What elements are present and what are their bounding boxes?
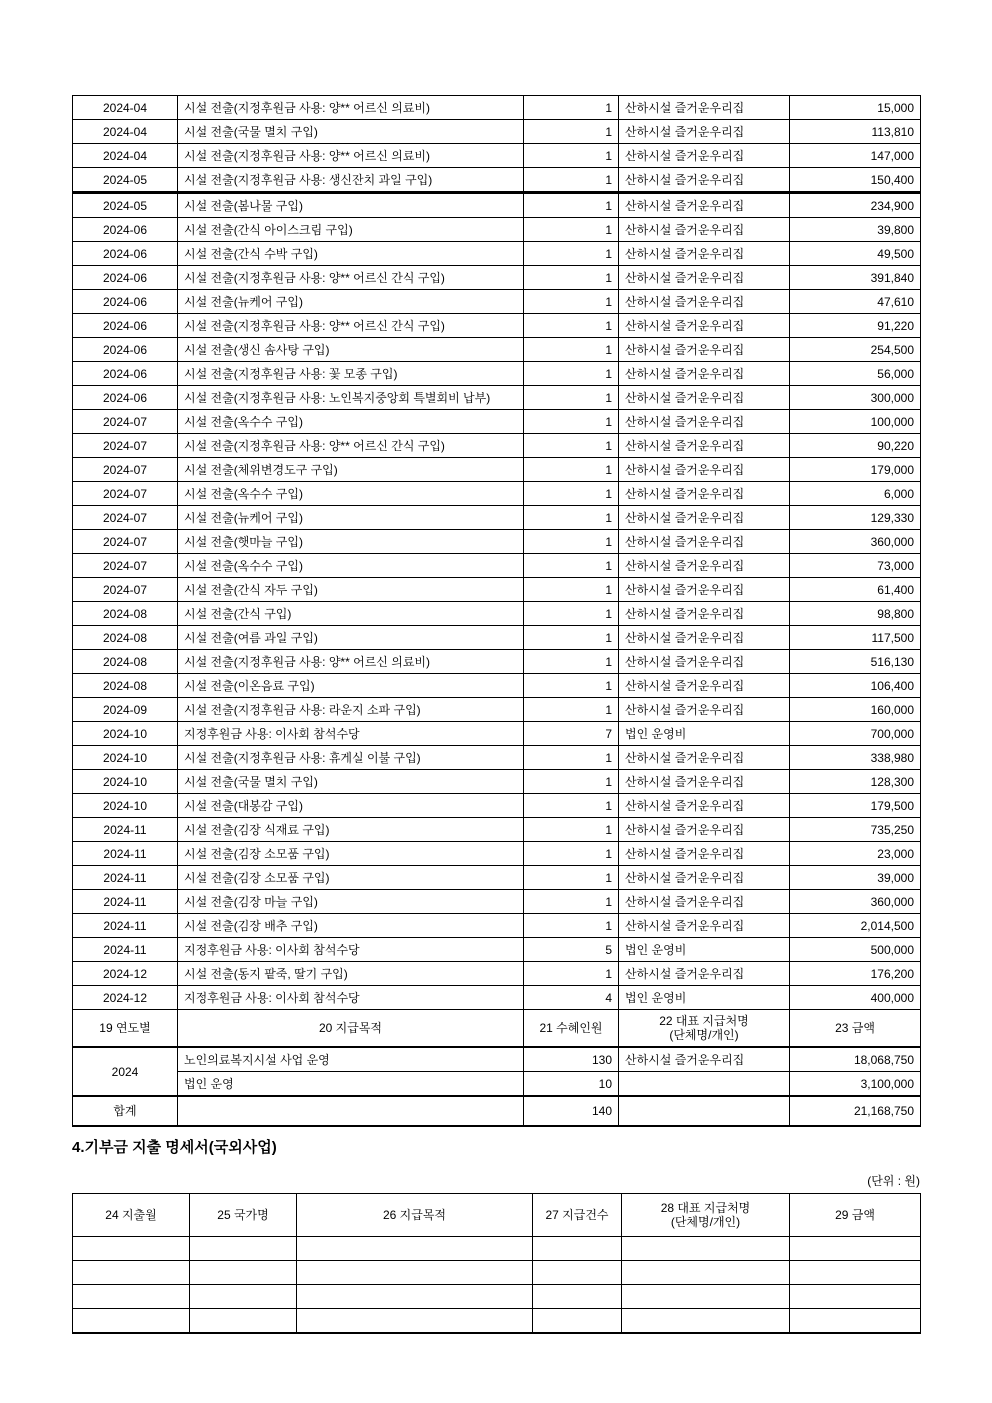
summary-section [73, 1010, 921, 1127]
expense-purpose: 시설 전출(김장 소모품 구입) [178, 866, 524, 890]
expense-row [73, 314, 921, 338]
expense-purpose: 시설 전출(이온음료 구입) [178, 674, 524, 698]
expense-amount: 147,000 [790, 144, 921, 168]
expense-payee: 산하시설 즐거운우리집 [619, 242, 790, 266]
expense-row [73, 650, 921, 674]
expense-payee: 산하시설 즐거운우리집 [619, 914, 790, 938]
foreign-empty-cell [622, 1285, 790, 1309]
expense-month: 2024-10 [73, 794, 178, 818]
expense-amount: 500,000 [790, 938, 921, 962]
expense-row [73, 266, 921, 290]
expense-payee: 산하시설 즐거운우리집 [619, 794, 790, 818]
expense-amount: 100,000 [790, 410, 921, 434]
expense-count: 1 [524, 120, 619, 144]
expense-row [73, 218, 921, 242]
expense-payee: 산하시설 즐거운우리집 [619, 962, 790, 986]
expense-payee: 산하시설 즐거운우리집 [619, 290, 790, 314]
unit-note: (단위 : 원) [867, 1174, 920, 1188]
expense-purpose: 시설 전출(대봉감 구입) [178, 794, 524, 818]
expense-month: 2024-11 [73, 842, 178, 866]
header-purpose: 26 지급목적 [297, 1194, 533, 1237]
expense-count: 1 [524, 434, 619, 458]
expense-row [73, 842, 921, 866]
expense-month: 2024-04 [73, 144, 178, 168]
expense-month: 2024-07 [73, 578, 178, 602]
expense-amount: 150,400 [790, 168, 921, 193]
expense-purpose: 시설 전출(김장 소모품 구입) [178, 842, 524, 866]
expense-row [73, 482, 921, 506]
expense-row [73, 458, 921, 482]
expense-count: 1 [524, 410, 619, 434]
header-payee-line1: 22 대표 지급처명 [659, 1014, 749, 1028]
expense-count: 1 [524, 578, 619, 602]
expense-amount: 360,000 [790, 530, 921, 554]
expense-amount: 39,800 [790, 218, 921, 242]
expense-row [73, 578, 921, 602]
expense-payee: 산하시설 즐거운우리집 [619, 410, 790, 434]
expense-purpose: 지정후원금 사용: 이사회 참석수당 [178, 986, 524, 1010]
expense-purpose: 시설 전출(김장 배추 구입) [178, 914, 524, 938]
expense-purpose: 시설 전출(간식 구입) [178, 602, 524, 626]
expense-payee: 산하시설 즐거운우리집 [619, 842, 790, 866]
expense-payee: 산하시설 즐거운우리집 [619, 218, 790, 242]
expense-month: 2024-11 [73, 818, 178, 842]
expense-row [73, 290, 921, 314]
expense-month: 2024-08 [73, 674, 178, 698]
foreign-empty-cell [297, 1237, 533, 1261]
expense-purpose: 시설 전출(뉴케어 구입) [178, 290, 524, 314]
expense-payee: 법인 운영비 [619, 938, 790, 962]
expense-payee: 산하시설 즐거운우리집 [619, 144, 790, 168]
summary-count: 10 [524, 1072, 619, 1097]
expense-amount: 91,220 [790, 314, 921, 338]
expense-count: 1 [524, 818, 619, 842]
expense-amount: 360,000 [790, 890, 921, 914]
expense-row [73, 626, 921, 650]
total-amount: 21,168,750 [790, 1096, 921, 1126]
summary-header-row [73, 1010, 921, 1048]
document-page [72, 95, 920, 1334]
expense-payee: 법인 운영비 [619, 722, 790, 746]
foreign-empty-cell [190, 1285, 297, 1309]
expense-row [73, 362, 921, 386]
expense-amount: 106,400 [790, 674, 921, 698]
expense-amount: 735,250 [790, 818, 921, 842]
expense-payee: 산하시설 즐거운우리집 [619, 193, 790, 218]
foreign-empty-cell [790, 1237, 921, 1261]
expense-purpose: 시설 전출(지정후원금 사용: 양** 어르신 의료비) [178, 144, 524, 168]
expense-month: 2024-11 [73, 866, 178, 890]
expense-amount: 117,500 [790, 626, 921, 650]
foreign-empty-row [73, 1309, 921, 1334]
expense-count: 1 [524, 698, 619, 722]
expense-row [73, 722, 921, 746]
expense-count: 5 [524, 938, 619, 962]
expense-count: 1 [524, 144, 619, 168]
foreign-empty-cell [533, 1309, 622, 1334]
foreign-empty-cell [790, 1261, 921, 1285]
expense-row [73, 386, 921, 410]
expense-amount: 113,810 [790, 120, 921, 144]
expense-amount: 73,000 [790, 554, 921, 578]
expense-month: 2024-08 [73, 602, 178, 626]
expense-count: 1 [524, 314, 619, 338]
expense-row [73, 242, 921, 266]
header-payee [622, 1194, 790, 1237]
expense-month: 2024-10 [73, 746, 178, 770]
expense-amount: 15,000 [790, 96, 921, 120]
total-label: 합계 [73, 1096, 178, 1126]
expense-row [73, 746, 921, 770]
expense-month: 2024-11 [73, 938, 178, 962]
expense-amount: 254,500 [790, 338, 921, 362]
expense-count: 1 [524, 218, 619, 242]
expense-purpose: 지정후원금 사용: 이사회 참석수당 [178, 938, 524, 962]
expense-count: 1 [524, 506, 619, 530]
foreign-empty-row [73, 1261, 921, 1285]
expense-amount: 6,000 [790, 482, 921, 506]
expense-payee: 산하시설 즐거운우리집 [619, 506, 790, 530]
expense-purpose: 시설 전출(체위변경도구 구입) [178, 458, 524, 482]
expense-amount: 2,014,500 [790, 914, 921, 938]
expense-payee: 산하시설 즐거운우리집 [619, 314, 790, 338]
expense-amount: 160,000 [790, 698, 921, 722]
expense-month: 2024-06 [73, 242, 178, 266]
expense-purpose: 시설 전출(동지 팥죽, 딸기 구입) [178, 962, 524, 986]
expense-row [73, 698, 921, 722]
expense-amount: 400,000 [790, 986, 921, 1010]
expense-count: 1 [524, 962, 619, 986]
expense-month: 2024-07 [73, 530, 178, 554]
expense-payee: 법인 운영비 [619, 986, 790, 1010]
summary-row [73, 1072, 921, 1097]
expense-count: 1 [524, 96, 619, 120]
expense-payee: 산하시설 즐거운우리집 [619, 96, 790, 120]
expense-amount: 23,000 [790, 842, 921, 866]
expense-purpose: 시설 전출(햇마늘 구입) [178, 530, 524, 554]
expense-purpose: 시설 전출(간식 수박 구입) [178, 242, 524, 266]
expense-month: 2024-10 [73, 770, 178, 794]
expense-month: 2024-06 [73, 338, 178, 362]
expense-payee: 산하시설 즐거운우리집 [619, 650, 790, 674]
expense-purpose: 시설 전출(지정후원금 사용: 양** 어르신 의료비) [178, 96, 524, 120]
expense-payee: 산하시설 즐거운우리집 [619, 458, 790, 482]
foreign-empty-cell [622, 1309, 790, 1334]
expense-month: 2024-07 [73, 434, 178, 458]
expense-row [73, 890, 921, 914]
expense-row [73, 168, 921, 193]
expense-purpose: 시설 전출(뉴케어 구입) [178, 506, 524, 530]
summary-count: 130 [524, 1047, 619, 1072]
expense-count: 1 [524, 242, 619, 266]
total-payee-empty [619, 1096, 790, 1126]
summary-amount: 3,100,000 [790, 1072, 921, 1097]
expense-month: 2024-08 [73, 650, 178, 674]
expense-amount: 61,400 [790, 578, 921, 602]
expense-payee: 산하시설 즐거운우리집 [619, 434, 790, 458]
expense-amount: 391,840 [790, 266, 921, 290]
expense-count: 1 [524, 770, 619, 794]
expense-amount: 179,500 [790, 794, 921, 818]
expense-count: 1 [524, 794, 619, 818]
expense-amount: 39,000 [790, 866, 921, 890]
expense-amount: 90,220 [790, 434, 921, 458]
expense-amount: 179,000 [790, 458, 921, 482]
expense-purpose: 시설 전출(간식 아이스크림 구입) [178, 218, 524, 242]
expense-row [73, 794, 921, 818]
header-payee-line2: (단체명/개인) [669, 1028, 739, 1042]
expense-month: 2024-11 [73, 890, 178, 914]
foreign-empty-row [73, 1285, 921, 1309]
expense-purpose: 시설 전출(지정후원금 사용: 양** 어르신 간식 구입) [178, 434, 524, 458]
expense-payee: 산하시설 즐거운우리집 [619, 626, 790, 650]
expense-payee: 산하시설 즐거운우리집 [619, 866, 790, 890]
header-beneficiaries: 21 수혜인원 [524, 1010, 619, 1048]
expense-row [73, 338, 921, 362]
expense-purpose: 시설 전출(국물 멸치 구입) [178, 120, 524, 144]
expense-row [73, 602, 921, 626]
expense-amount: 49,500 [790, 242, 921, 266]
expense-row [73, 962, 921, 986]
expense-payee: 산하시설 즐거운우리집 [619, 698, 790, 722]
expense-month: 2024-07 [73, 506, 178, 530]
expense-count: 1 [524, 458, 619, 482]
expense-payee: 산하시설 즐거운우리집 [619, 530, 790, 554]
expense-count: 1 [524, 168, 619, 193]
expense-payee: 산하시설 즐거운우리집 [619, 602, 790, 626]
expense-amount: 98,800 [790, 602, 921, 626]
expense-purpose: 시설 전출(옥수수 구입) [178, 482, 524, 506]
expense-month: 2024-10 [73, 722, 178, 746]
expense-month: 2024-08 [73, 626, 178, 650]
summary-amount: 18,068,750 [790, 1047, 921, 1072]
expense-month: 2024-05 [73, 193, 178, 218]
expense-month: 2024-07 [73, 482, 178, 506]
donation-expense-table [72, 95, 921, 1127]
expense-row [73, 674, 921, 698]
expense-purpose: 지정후원금 사용: 이사회 참석수당 [178, 722, 524, 746]
header-expense-month: 24 지출월 [73, 1194, 190, 1237]
expense-count: 1 [524, 290, 619, 314]
expense-month: 2024-06 [73, 386, 178, 410]
expense-month: 2024-06 [73, 362, 178, 386]
expense-count: 1 [524, 482, 619, 506]
foreign-empty-cell [533, 1237, 622, 1261]
expense-purpose: 시설 전출(김장 식재료 구입) [178, 818, 524, 842]
expense-payee: 산하시설 즐거운우리집 [619, 120, 790, 144]
foreign-empty-cell [297, 1309, 533, 1334]
expense-month: 2024-07 [73, 410, 178, 434]
expense-month: 2024-06 [73, 314, 178, 338]
total-purpose-empty [178, 1096, 524, 1126]
expense-row [73, 96, 921, 120]
header-payee-line1: 28 대표 지급처명 [660, 1201, 751, 1215]
header-purpose: 20 지급목적 [178, 1010, 524, 1048]
foreign-empty-cell [790, 1285, 921, 1309]
expense-purpose: 시설 전출(옥수수 구입) [178, 410, 524, 434]
header-country: 25 국가명 [190, 1194, 297, 1237]
expense-row [73, 193, 921, 218]
expense-purpose: 시설 전출(지정후원금 사용: 휴게실 이불 구입) [178, 746, 524, 770]
expense-count: 4 [524, 986, 619, 1010]
expense-month: 2024-07 [73, 458, 178, 482]
expense-count: 7 [524, 722, 619, 746]
expense-payee: 산하시설 즐거운우리집 [619, 362, 790, 386]
expense-amount: 176,200 [790, 962, 921, 986]
expense-month: 2024-09 [73, 698, 178, 722]
expense-count: 1 [524, 746, 619, 770]
expense-amount: 47,610 [790, 290, 921, 314]
expense-month: 2024-04 [73, 120, 178, 144]
expense-purpose: 시설 전출(지정후원금 사용: 양** 어르신 의료비) [178, 650, 524, 674]
expense-payee: 산하시설 즐거운우리집 [619, 168, 790, 193]
summary-purpose: 노인의료복지시설 사업 운영 [178, 1047, 524, 1072]
expense-count: 1 [524, 338, 619, 362]
expense-amount: 129,330 [790, 506, 921, 530]
expense-row [73, 938, 921, 962]
expense-purpose: 시설 전출(국물 멸치 구입) [178, 770, 524, 794]
foreign-empty-cell [622, 1237, 790, 1261]
summary-row [73, 1047, 921, 1072]
expense-count: 1 [524, 602, 619, 626]
summary-payee: 산하시설 즐거운우리집 [619, 1047, 790, 1072]
expense-row [73, 144, 921, 168]
expense-amount: 338,980 [790, 746, 921, 770]
foreign-empty-cell [297, 1261, 533, 1285]
expense-purpose: 시설 전출(봄나물 구입) [178, 193, 524, 218]
foreign-empty-cell [190, 1237, 297, 1261]
expense-month: 2024-06 [73, 218, 178, 242]
summary-payee [619, 1072, 790, 1097]
expense-purpose: 시설 전출(생신 솜사탕 구입) [178, 338, 524, 362]
expense-purpose: 시설 전출(지정후원금 사용: 양** 어르신 간식 구입) [178, 314, 524, 338]
expense-month: 2024-06 [73, 290, 178, 314]
section-4-title: 4.기부금 지출 명세서(국외사업) [72, 1139, 277, 1156]
expense-month: 2024-11 [73, 914, 178, 938]
expense-month: 2024-06 [73, 266, 178, 290]
expense-row [73, 120, 921, 144]
expense-count: 1 [524, 914, 619, 938]
expense-purpose: 시설 전출(간식 자두 구입) [178, 578, 524, 602]
expense-count: 1 [524, 650, 619, 674]
expense-count: 1 [524, 842, 619, 866]
expense-count: 1 [524, 266, 619, 290]
expense-payee: 산하시설 즐거운우리집 [619, 266, 790, 290]
expense-row [73, 554, 921, 578]
expense-payee: 산하시설 즐거운우리집 [619, 746, 790, 770]
expense-amount: 700,000 [790, 722, 921, 746]
total-count: 140 [524, 1096, 619, 1126]
expense-purpose: 시설 전출(지정후원금 사용: 라운지 소파 구입) [178, 698, 524, 722]
expense-row [73, 914, 921, 938]
expense-payee: 산하시설 즐거운우리집 [619, 554, 790, 578]
foreign-empty-cell [533, 1285, 622, 1309]
expense-count: 1 [524, 626, 619, 650]
foreign-empty-cell [73, 1309, 190, 1334]
expense-rows [73, 96, 921, 1010]
expense-payee: 산하시설 즐거운우리집 [619, 482, 790, 506]
expense-row [73, 986, 921, 1010]
summary-total-row [73, 1096, 921, 1126]
expense-purpose: 시설 전출(지정후원금 사용: 노인복지중앙회 특별회비 납부) [178, 386, 524, 410]
header-payee [619, 1010, 790, 1048]
expense-row [73, 818, 921, 842]
expense-purpose: 시설 전출(여름 과일 구입) [178, 626, 524, 650]
header-year: 19 연도별 [73, 1010, 178, 1048]
expense-payee: 산하시설 즐거운우리집 [619, 338, 790, 362]
expense-row [73, 530, 921, 554]
expense-month: 2024-04 [73, 96, 178, 120]
expense-payee: 산하시설 즐거운우리집 [619, 578, 790, 602]
expense-amount: 300,000 [790, 386, 921, 410]
foreign-empty-cell [790, 1309, 921, 1334]
expense-purpose: 시설 전출(지정후원금 사용: 생신잔치 과일 구입) [178, 168, 524, 193]
expense-row [73, 410, 921, 434]
header-count: 27 지급건수 [533, 1194, 622, 1237]
foreign-empty-cell [73, 1261, 190, 1285]
foreign-empty-cell [297, 1285, 533, 1309]
expense-row [73, 866, 921, 890]
expense-count: 1 [524, 386, 619, 410]
expense-row [73, 770, 921, 794]
expense-payee: 산하시설 즐거운우리집 [619, 674, 790, 698]
expense-payee: 산하시설 즐거운우리집 [619, 890, 790, 914]
expense-month: 2024-12 [73, 962, 178, 986]
expense-count: 1 [524, 193, 619, 218]
expense-payee: 산하시설 즐거운우리집 [619, 386, 790, 410]
summary-purpose: 법인 운영 [178, 1072, 524, 1097]
expense-amount: 56,000 [790, 362, 921, 386]
header-payee-line2: (단체명/개인) [670, 1215, 741, 1229]
expense-purpose: 시설 전출(옥수수 구입) [178, 554, 524, 578]
foreign-empty-cell [622, 1261, 790, 1285]
expense-row [73, 506, 921, 530]
expense-count: 1 [524, 554, 619, 578]
expense-row [73, 434, 921, 458]
foreign-donation-table [72, 1193, 921, 1334]
header-amount: 29 금액 [790, 1194, 921, 1237]
foreign-empty-cell [73, 1285, 190, 1309]
expense-amount: 516,130 [790, 650, 921, 674]
expense-count: 1 [524, 890, 619, 914]
expense-month: 2024-07 [73, 554, 178, 578]
expense-purpose: 시설 전출(김장 마늘 구입) [178, 890, 524, 914]
expense-purpose: 시설 전출(지정후원금 사용: 양** 어르신 간식 구입) [178, 266, 524, 290]
expense-count: 1 [524, 674, 619, 698]
foreign-empty-cell [190, 1309, 297, 1334]
expense-payee: 산하시설 즐거운우리집 [619, 818, 790, 842]
foreign-empty-row [73, 1237, 921, 1261]
expense-amount: 234,900 [790, 193, 921, 218]
expense-purpose: 시설 전출(지정후원금 사용: 꽃 모종 구입) [178, 362, 524, 386]
expense-count: 1 [524, 530, 619, 554]
foreign-header-row [73, 1194, 921, 1237]
summary-year: 2024 [73, 1047, 178, 1096]
expense-payee: 산하시설 즐거운우리집 [619, 770, 790, 794]
header-amount: 23 금액 [790, 1010, 921, 1048]
foreign-empty-cell [190, 1261, 297, 1285]
expense-amount: 128,300 [790, 770, 921, 794]
expense-month: 2024-05 [73, 168, 178, 193]
foreign-empty-cell [73, 1237, 190, 1261]
expense-month: 2024-12 [73, 986, 178, 1010]
expense-count: 1 [524, 362, 619, 386]
expense-count: 1 [524, 866, 619, 890]
foreign-empty-cell [533, 1261, 622, 1285]
